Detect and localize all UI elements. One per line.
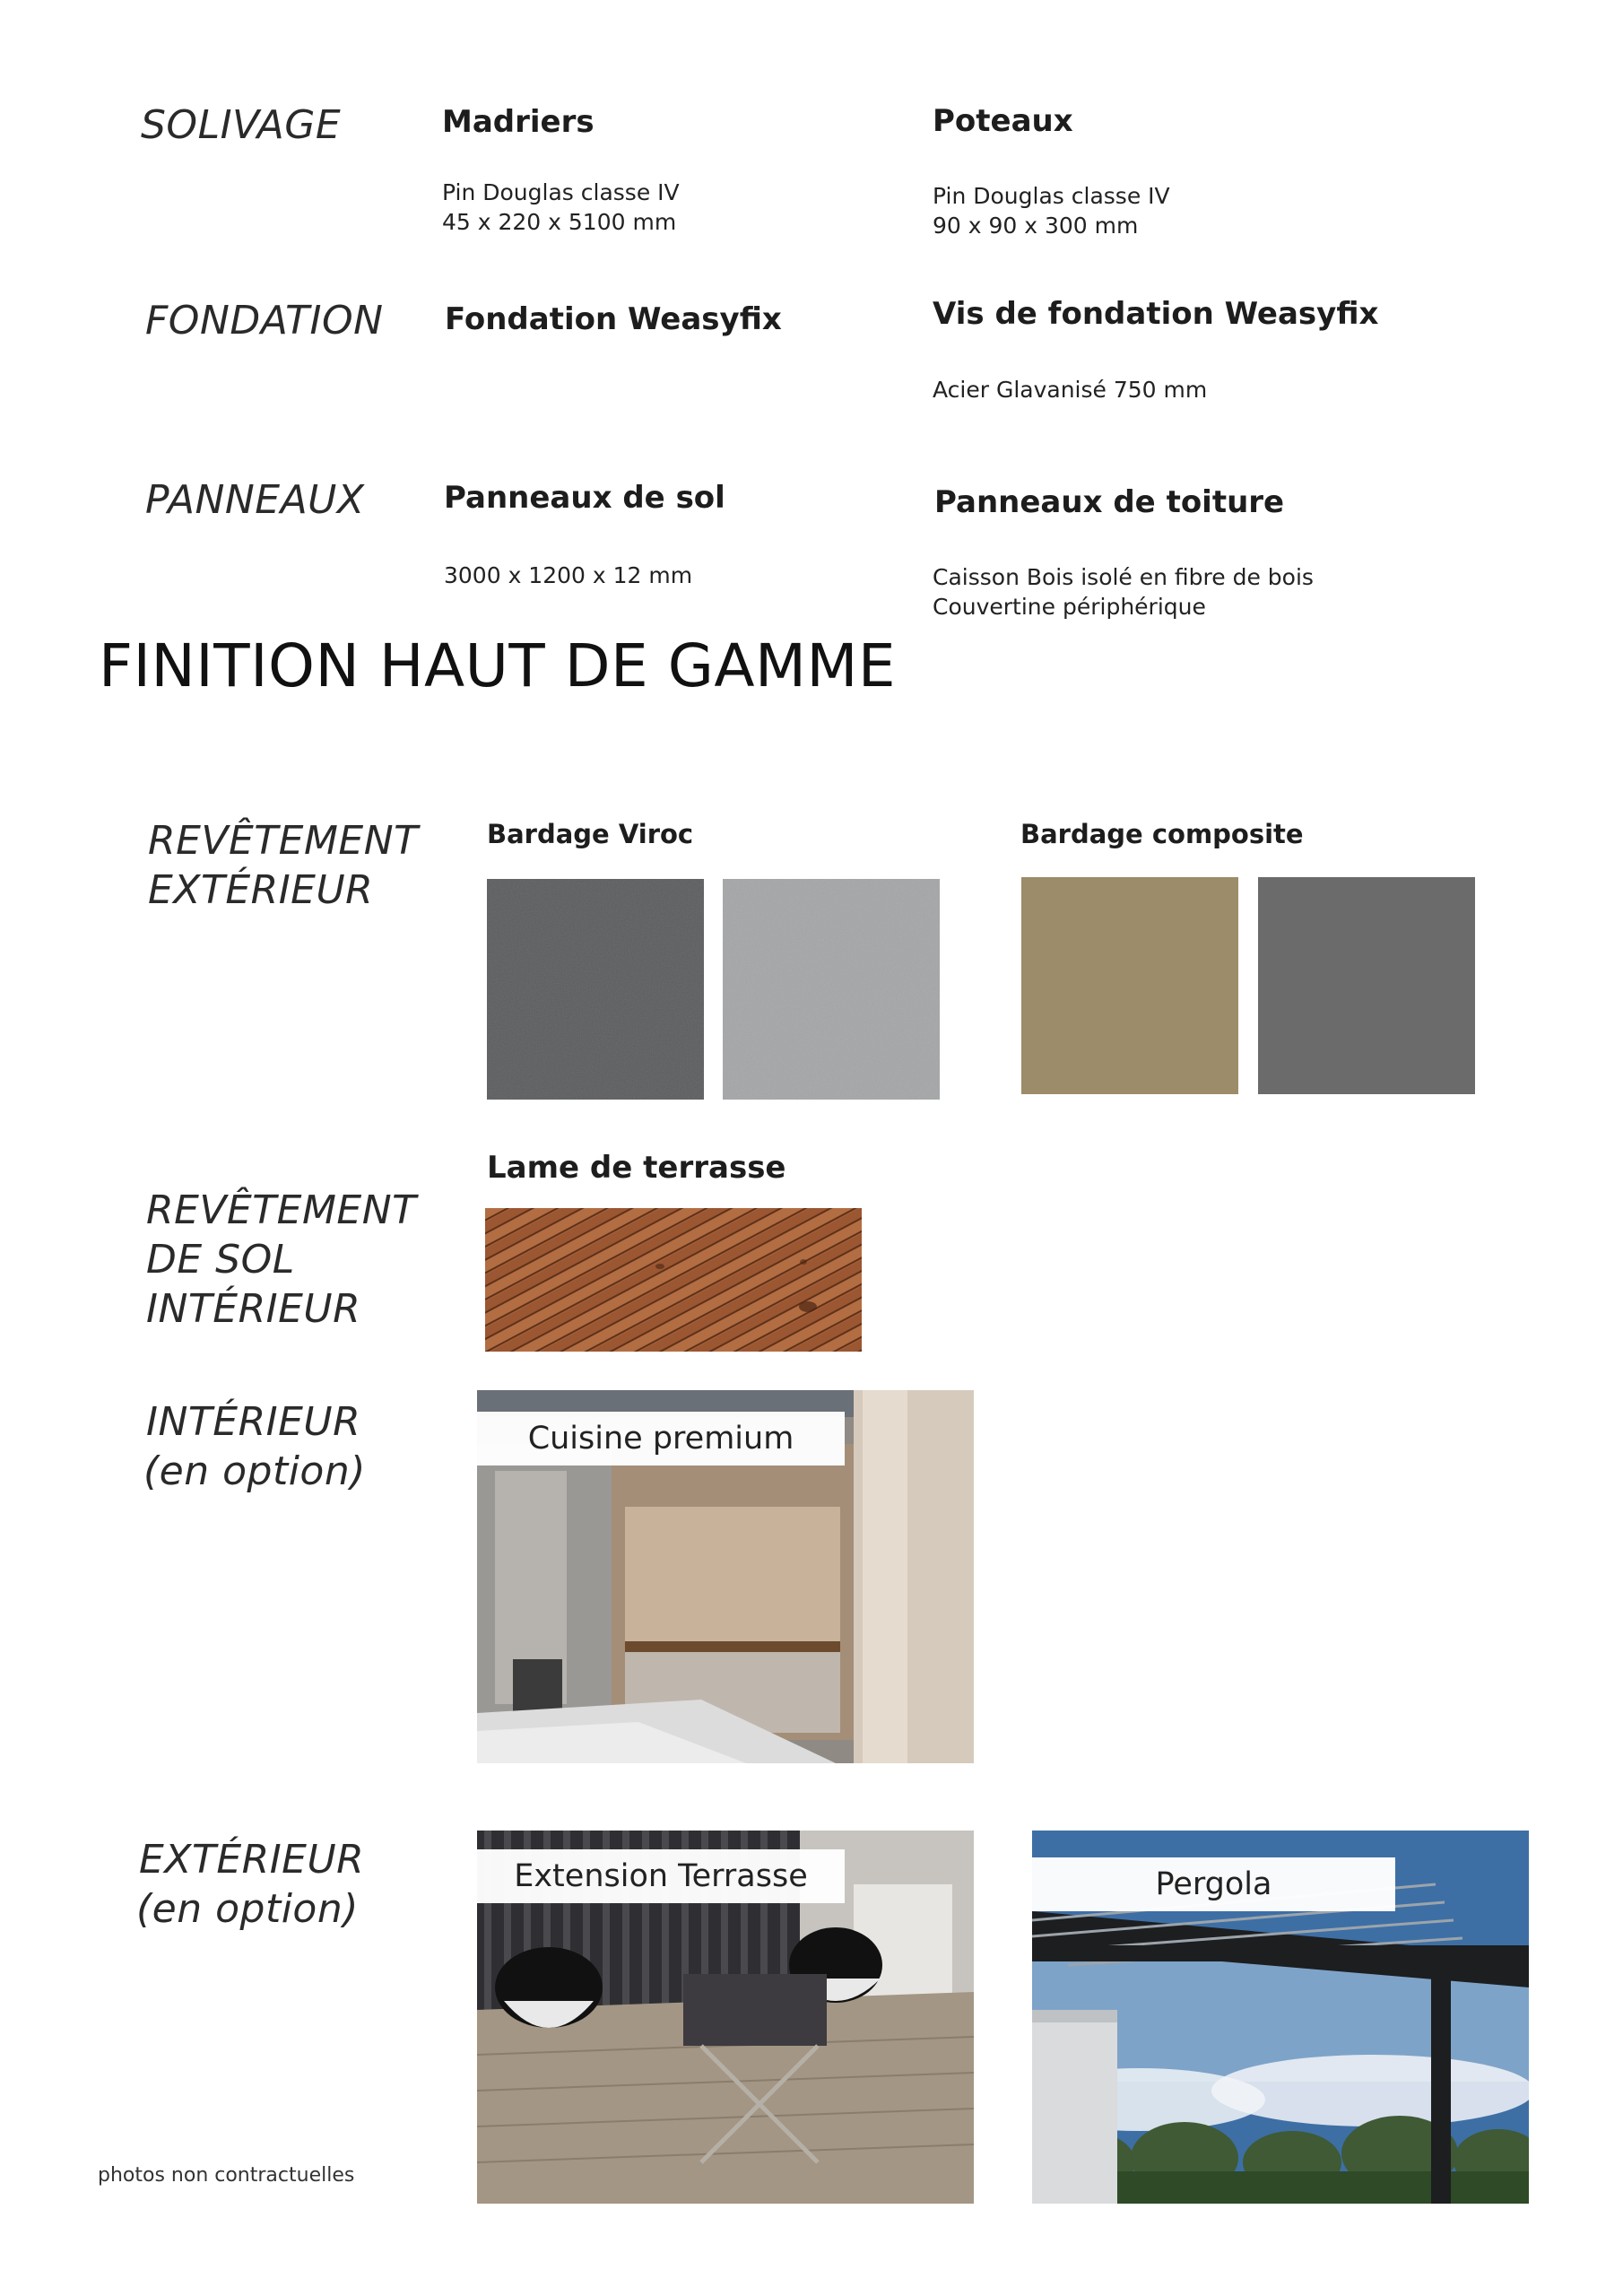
- footnote: photos non contractuelles: [98, 2164, 355, 2187]
- composite-beige-swatch: [1021, 877, 1238, 1094]
- category-interieur-line1: INTÉRIEUR: [146, 1399, 361, 1445]
- fondation-weasyfix-title: Fondation Weasyfix: [445, 301, 782, 337]
- viroc-light-swatch: [723, 879, 940, 1100]
- bardage-composite-title: Bardage composite: [1020, 819, 1304, 849]
- category-fondation: FONDATION: [145, 298, 384, 344]
- category-revetement-sol-line3: INTÉRIEUR: [146, 1286, 361, 1332]
- poteaux-title: Poteaux: [933, 103, 1073, 139]
- category-solivage: SOLIVAGE: [141, 102, 342, 148]
- lame-terrasse-title: Lame de terrasse: [487, 1150, 786, 1186]
- madriers-dimensions: 45 x 220 x 5100 mm: [442, 209, 677, 235]
- panneaux-sol-title: Panneaux de sol: [444, 480, 725, 516]
- bardage-viroc-title: Bardage Viroc: [487, 819, 694, 849]
- poteaux-material: Pin Douglas classe IV: [933, 183, 1170, 209]
- category-revetement-exterieur-line2: EXTÉRIEUR: [148, 867, 374, 913]
- poteaux-dimensions: 90 x 90 x 300 mm: [933, 213, 1139, 239]
- panneaux-toiture-line2: Couvertine périphérique: [933, 594, 1206, 620]
- madriers-title: Madriers: [442, 104, 595, 140]
- category-revetement-sol-line1: REVÊTEMENT: [146, 1187, 417, 1233]
- category-exterieur-line1: EXTÉRIEUR: [139, 1837, 365, 1883]
- extension-terrasse-label: Extension Terrasse: [477, 1849, 845, 1903]
- madriers-material: Pin Douglas classe IV: [442, 179, 680, 205]
- vis-fondation-title: Vis de fondation Weasyfix: [933, 296, 1379, 332]
- pergola-photo: [1032, 1831, 1529, 2204]
- panneaux-toiture-title: Panneaux de toiture: [934, 484, 1285, 520]
- vis-fondation-material: Acier Glavanisé 750 mm: [933, 377, 1208, 403]
- category-revetement-sol-line2: DE SOL: [146, 1237, 295, 1283]
- extension-terrasse-photo: [477, 1831, 974, 2204]
- panneaux-sol-dimensions: 3000 x 1200 x 12 mm: [444, 562, 693, 588]
- cuisine-premium-label: Cuisine premium: [477, 1412, 845, 1465]
- panneaux-toiture-line1: Caisson Bois isolé en fibre de bois: [933, 564, 1314, 590]
- category-revetement-exterieur-line1: REVÊTEMENT: [148, 818, 419, 864]
- category-interieur-line2: (en option): [143, 1448, 366, 1494]
- pergola-label: Pergola: [1032, 1857, 1395, 1911]
- category-exterieur-line2: (en option): [136, 1886, 359, 1932]
- composite-grey-swatch: [1258, 877, 1475, 1094]
- viroc-dark-swatch: [487, 879, 704, 1100]
- category-panneaux: PANNEAUX: [145, 477, 365, 523]
- cuisine-premium-photo: [477, 1390, 974, 1763]
- finition-heading: FINITION HAUT DE GAMME: [99, 631, 897, 700]
- terrasse-wood-image: [485, 1208, 862, 1352]
